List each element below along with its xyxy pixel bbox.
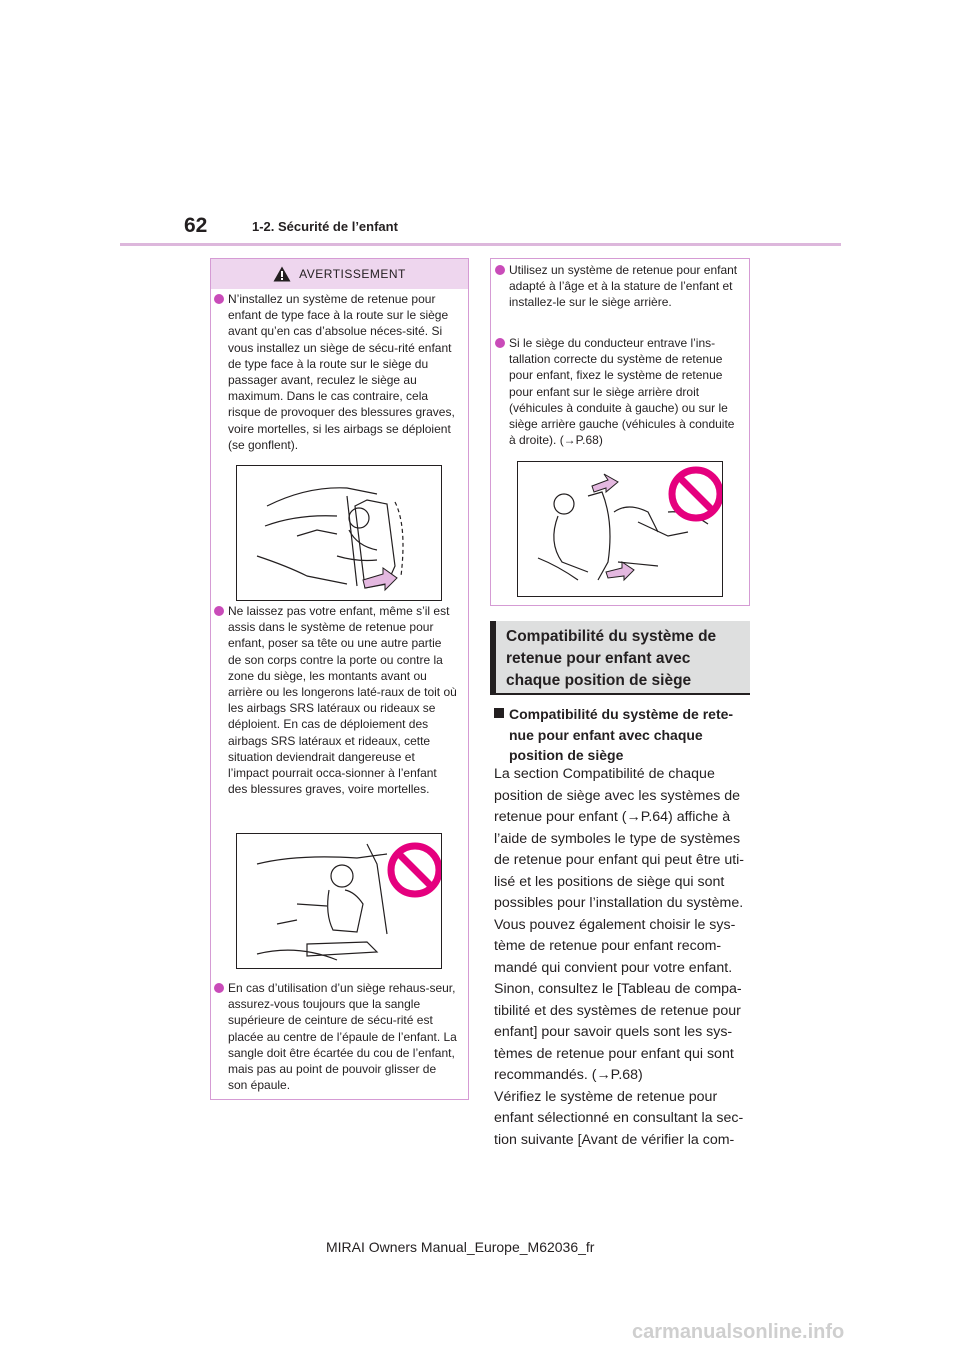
- header-divider: [120, 243, 841, 246]
- body-paragraph-1: La section Compatibilité de chaque position de siège avec les systèmes de retenue pour enfant (→P.64) affiche à l’aide de symboles le type de systèmes de retenue pour enfant qui peut être uti-lisé et les positions de siège qui sont possibles pour l’installation du système. Vous pouvez également choisir le sys-tème de retenue pour enfant recom-mandé qui convient pour votre enfant. Sinon, consultez le [Tableau de compa-tibilité et des systèmes de retenue pour enfant] pour savoir quels sont les sys-tèmes de retenue pour enfant qui sont recommandés. (→P.68): [494, 766, 745, 1083]
- body-text: [494, 764, 750, 1151]
- illustration-front-seat-child-seat: [236, 465, 442, 601]
- driver-seat-drawing: [518, 462, 722, 596]
- prohibition-icon: [391, 846, 439, 894]
- sub-heading: Compatibilité du système de rete-nue pour enfant avec chaque position de siège: [494, 704, 748, 766]
- section-heading-box: [490, 621, 750, 695]
- body-paragraph-2: Vérifiez le système de retenue pour enfant sélectionné en consultant la sec-tion suivante [Avant de vérifier la com-: [494, 1088, 744, 1148]
- prohibition-icon: [672, 470, 720, 518]
- illustration-driver-seat-interference: [517, 461, 723, 597]
- warning-header: [211, 259, 468, 289]
- section-title: 1-2. Sécurité de l’enfant: [252, 219, 398, 234]
- bullet-dot-icon: [495, 338, 505, 348]
- heading-accent-bar: [490, 621, 496, 693]
- illustration-child-booster-seat: [236, 833, 442, 969]
- warning-bullet-2: Ne laissez pas votre enfant, même s’il est assis dans le système de retenue pour enfant, poser sa tête ou une autre partie de son corps contre la porte ou contre la zone du siège, les montants avant ou arrière ou les longerons laté-raux de toit où les airbags SRS latéraux ou rideaux se déploient. En cas de déploiement des airbags SRS latéraux et rideaux, cette situation deviendrait dangereuse et l’impact pourrait occa-sionner à l’enfant des blessures graves, voire mortelles.: [214, 603, 458, 797]
- warning-triangle-icon: [273, 266, 291, 282]
- footer-manual-id: MIRAI Owners Manual_Europe_M62036_fr: [326, 1239, 595, 1255]
- bullet-dot-icon: [495, 265, 505, 275]
- right-bullet-2: Si le siège du conducteur entrave l’ins-tallation correcte du système de retenue pour enfant, fixez le système de retenue pour enfant sur le siège arrière droit (véhicules à conduite à gauche) ou sur le siège arrière gauche (véhicules à conduite à droite). (→P.68): [495, 335, 739, 448]
- page-number: 62: [184, 214, 208, 237]
- child-booster-drawing: [237, 834, 441, 968]
- section-heading: Compatibilité du système de retenue pour enfant avec chaque position de siège: [506, 628, 717, 689]
- bullet-dot-icon: [214, 606, 224, 616]
- warning-bullet-1: N’installez un système de retenue pour enfant de type face à la route sur le siège avant qu’en cas d’absolue néces-sité. Si vous installez un siège de sécu-rité enfant de type face à la route sur le siège du passager avant, reculez le siège au maximum. Dans le cas contraire, cela risque de provoquer des blessures graves, voire mortelles, si les airbags se déploient (se gonflent).: [214, 291, 458, 453]
- bullet-dot-icon: [214, 294, 224, 304]
- warning-title: AVERTISSEMENT: [299, 267, 406, 281]
- bullet-dot-icon: [214, 983, 224, 993]
- watermark: carmanualsonline.info: [632, 1321, 845, 1343]
- warning-bullet-3: En cas d’utilisation d’un siège rehaus-seur, assurez-vous toujours que la sangle supérieure de ceinture de sécu-rité est placée au centre de l’épaule de l’enfant. La sangle doit être écartée du cou de l’enfant, mais pas au point de pouvoir glisser de son épaule.: [214, 980, 458, 1093]
- car-interior-drawing: [237, 466, 441, 600]
- square-bullet-icon: [494, 708, 504, 718]
- right-bullet-1: Utilisez un système de retenue pour enfant adapté à l’âge et à la stature de l’enfant et installez-le sur le siège arrière.: [495, 262, 739, 311]
